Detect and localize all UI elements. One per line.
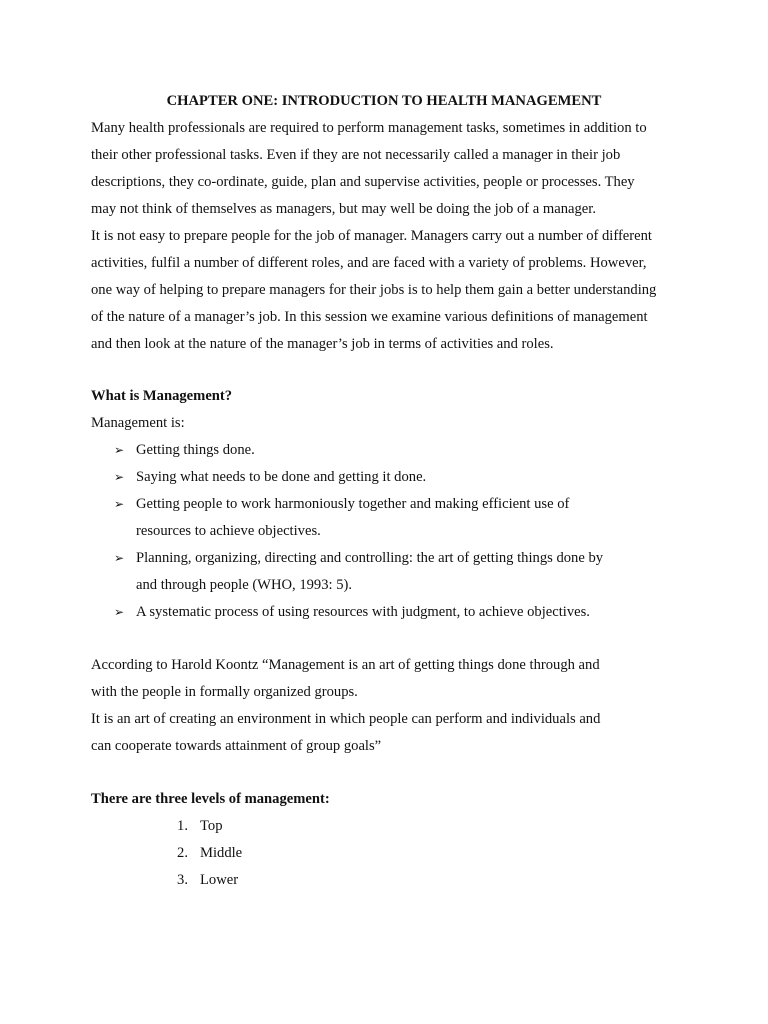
list-item: Planning, organizing, directing and controlling: the art of getting things done by — [136, 550, 604, 566]
arrow-bullet-icon: ➢ — [114, 470, 125, 484]
arrow-bullet-icon: ➢ — [114, 605, 125, 619]
list-number: 3. — [177, 872, 188, 888]
quote-line: According to Harold Koontz “Management is an art of getting things done through and — [91, 657, 600, 673]
level-item: Lower — [200, 872, 239, 888]
intro-line: of the nature of a manager’s job. In this session we examine various definitions of management — [91, 309, 648, 325]
intro-line: It is not easy to prepare people for the job of manager. Managers carry out a number of different — [91, 228, 652, 244]
intro-line: and then look at the nature of the manager’s job in terms of activities and roles. — [91, 336, 554, 352]
intro-line: activities, fulfil a number of different roles, and are faced with a variety of problems. However, — [91, 255, 647, 271]
arrow-bullet-icon: ➢ — [114, 443, 125, 457]
quote-line: can cooperate towards attainment of group goals” — [91, 738, 382, 754]
list-item-continuation: resources to achieve objectives. — [136, 523, 321, 539]
quote-line: It is an art of creating an environment in which people can perform and individuals and — [91, 711, 601, 727]
list-item: Getting things done. — [136, 442, 255, 458]
intro-line: descriptions, they co-ordinate, guide, plan and supervise activities, people or processes. They — [91, 174, 635, 190]
intro-line: may not think of themselves as managers, but may well be doing the job of a manager. — [91, 201, 596, 217]
intro-line: Many health professionals are required to perform management tasks, sometimes in addition to — [91, 120, 647, 136]
levels-heading: There are three levels of management: — [91, 791, 330, 807]
arrow-bullet-icon: ➢ — [114, 497, 125, 511]
list-item: A systematic process of using resources with judgment, to achieve objectives. — [136, 604, 590, 620]
list-number: 1. — [177, 818, 188, 834]
intro-line: one way of helping to prepare managers for their jobs is to help them gain a better understanding — [91, 282, 657, 298]
list-item: Saying what needs to be done and getting it done. — [136, 469, 427, 485]
list-number: 2. — [177, 845, 188, 861]
level-item: Top — [200, 818, 223, 834]
intro-line: their other professional tasks. Even if they are not necessarily called a manager in their job — [91, 147, 621, 163]
list-item: Getting people to work harmoniously together and making efficient use of — [136, 496, 570, 512]
what-is-management-heading: What is Management? — [91, 388, 233, 404]
level-item: Middle — [200, 845, 243, 861]
quote-line: with the people in formally organized groups. — [91, 684, 358, 700]
list-item-continuation: and through people (WHO, 1993: 5). — [136, 577, 353, 593]
chapter-title: CHAPTER ONE: INTRODUCTION TO HEALTH MANAGEMENT — [166, 93, 602, 109]
management-is-label: Management is: — [91, 415, 185, 431]
arrow-bullet-icon: ➢ — [114, 551, 125, 565]
